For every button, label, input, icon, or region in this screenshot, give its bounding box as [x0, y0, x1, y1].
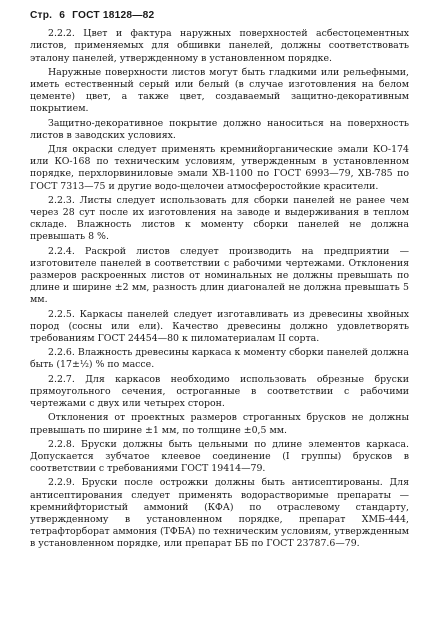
paragraph-2-2-9: 2.2.9. Бруски после острожки должны быть антисептированы. Для антисептирования следует применять водорастворимые препараты — кремнийфтористый аммоний (КФА) по отраслевому стандарту, утвержденному в установленном порядке, препарат ХМБ-444, тетрафторборат аммония (ТФБА) по техническим условиям, утвержденным в установленном порядке, или препарат ББ по ГОСТ 23787.6—79.	[30, 477, 409, 550]
paragraph-coating: Защитно-декоративное покрытие должно наноситься на поверхность листов в заводских условиях.	[30, 117, 409, 141]
paragraph-2-2-6: 2.2.6. Влажность древесины каркаса к моменту сборки панелей должна быть (17±½) % по массе.	[30, 347, 409, 371]
page-number: 6	[59, 10, 66, 21]
paragraph-surfaces: Наружные поверхности листов могут быть гладкими или рельефными, иметь естественный серый или белый (в случае изготовления на белом цементе) цвет, а также цвет, создаваемый защитно-декоративным покрытием.	[30, 66, 409, 115]
paragraph-2-2-8: 2.2.8. Бруски должны быть цельными по длине элементов каркаса. Допускается зубчатое клеевое соединение (I группы) брусков в соответствии с требованиями ГОСТ 19414—79.	[30, 438, 409, 475]
paragraph-2-2-7: 2.2.7. Для каркасов необходимо использовать обрезные бруски прямоугольного сечения, остроганные в соответствии с рабочими чертежами с двух или четырех сторон.	[30, 373, 409, 410]
standard-code: ГОСТ 18128—82	[72, 10, 155, 21]
paragraph-2-2-5: 2.2.5. Каркасы панелей следует изготавливать из древесины хвойных пород (сосны или ели). Качество древесины должно удовлетворять требованиям ГОСТ 24454—80 к пиломатериалам II сорта.	[30, 308, 409, 345]
paragraph-2-2-3: 2.2.3. Листы следует использовать для сборки панелей не ранее чем через 28 сут после их изготовления на заводе и выдерживания в теплом складе. Влажность листов к моменту сборки панелей не должна превышать 8 %.	[30, 194, 409, 243]
page-label: Стр.	[30, 10, 53, 21]
paragraph-2-2-4: 2.2.4. Раскрой листов следует производить на предприятии — изготовителе панелей в соответствии с рабочими чертежами. Отклонения размеров раскроенных листов от номинальных не должны превышать по длине и ширине ±2 мм, разность длин диагоналей не должна превышать 5 мм.	[30, 245, 409, 306]
paragraph-deviations: Отклонения от проектных размеров строганных брусков не должны превышать по ширине ±1 мм, по толщине ±0,5 мм.	[30, 412, 409, 436]
paragraph-painting: Для окраски следует применять кремнийорганические эмали КО-174 или КО-168 по техническим условиям, утвержденным в установленном порядке, перхлорвиниловые эмали ХВ-1100 по ГОСТ 6993—79, ХВ-785 по ГОСТ 7313—75 и другие водо-щелочеи атмосферостойкие красители.	[30, 144, 409, 192]
page-header	[30, 10, 409, 22]
paragraph-2-2-2: 2.2.2. Цвет и фактура наружных поверхностей асбестоцементных листов, применяемых для обшивки панелей, должны соответствовать эталону панелей, утвержденному в установленном порядке.	[30, 28, 409, 64]
